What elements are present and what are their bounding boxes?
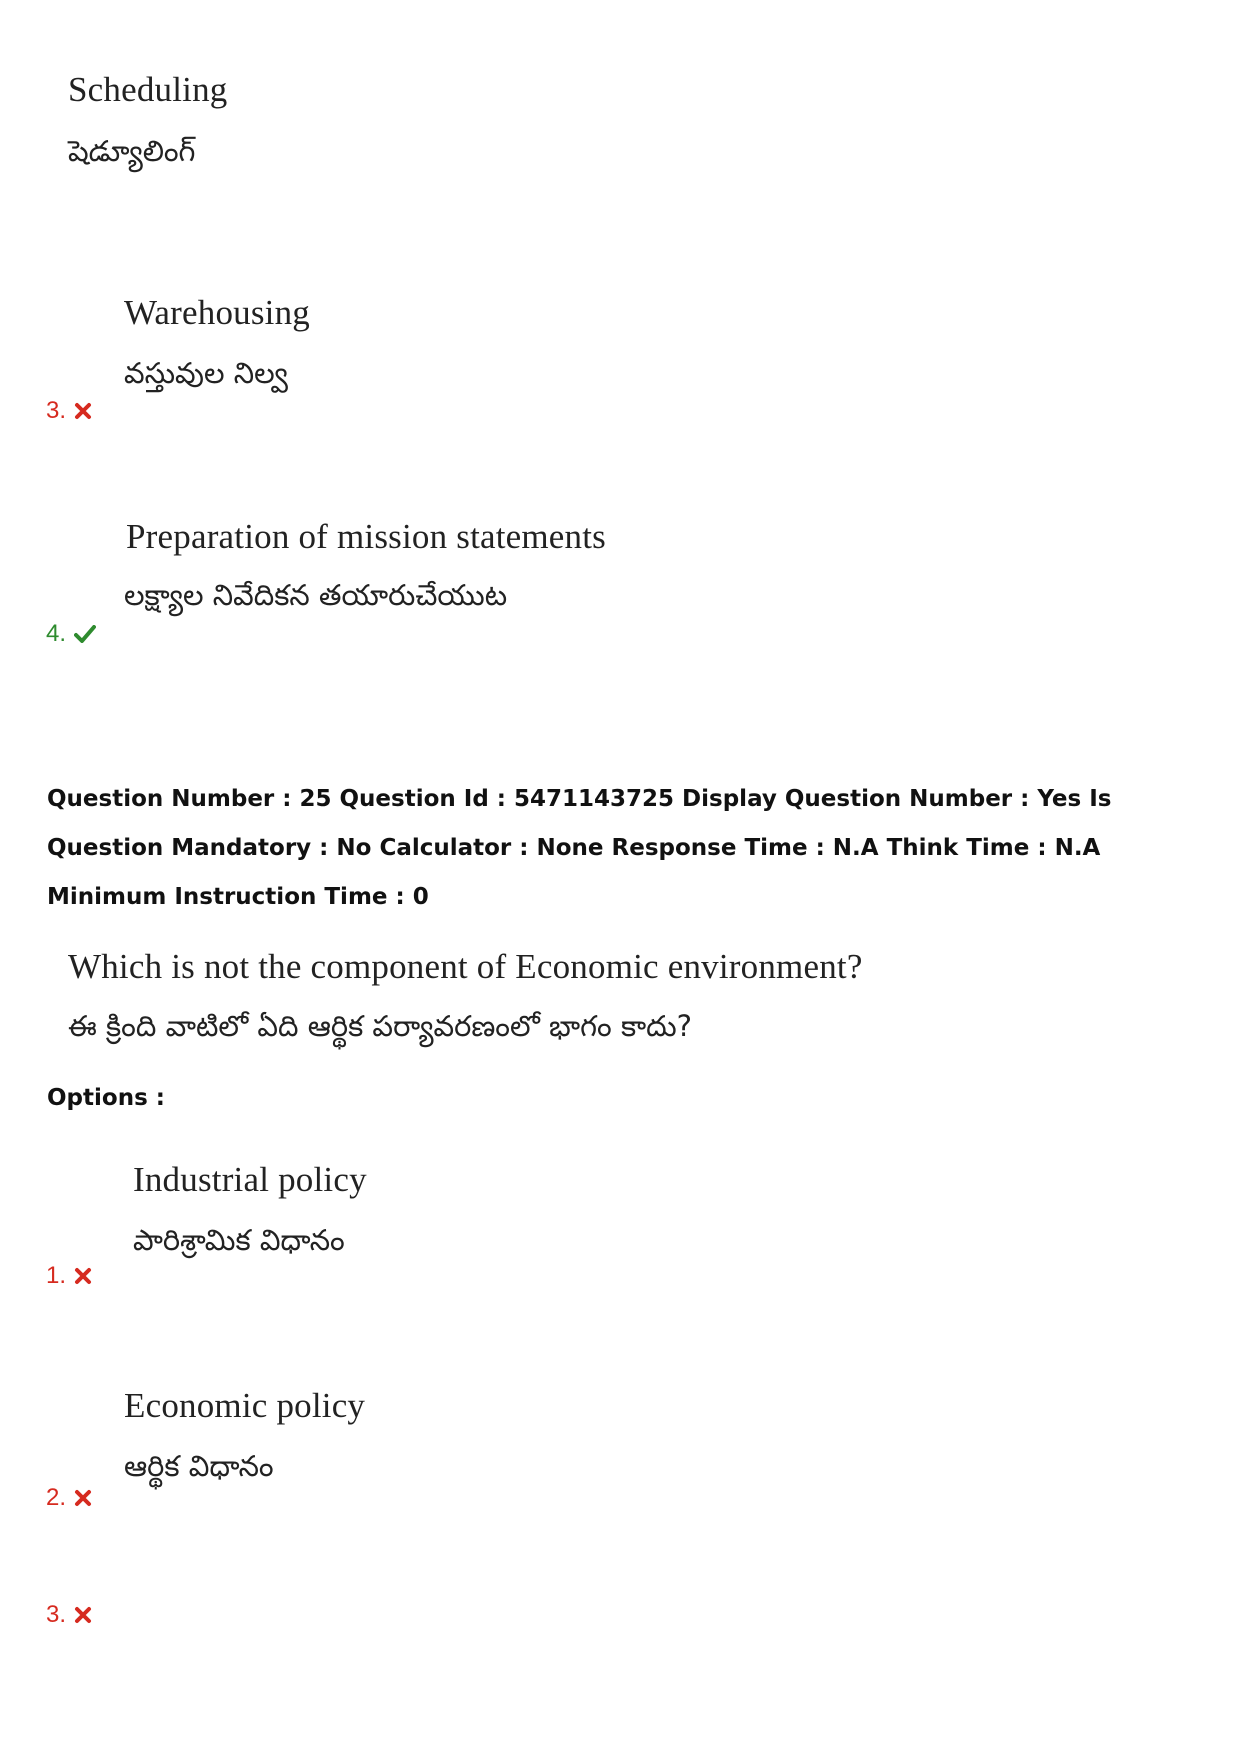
cross-icon <box>74 402 92 420</box>
prev-option-4-text-te: లక్ష్యాల నివేదికన తయారుచేయుట <box>124 578 508 612</box>
prev-option-3-text-te: వస్తువుల నిల్వ <box>124 356 288 390</box>
option-1-text-en: Industrial policy <box>133 1160 367 1199</box>
prev-option-4-marker <box>46 620 96 648</box>
option-1-number: 1. <box>46 1262 67 1289</box>
option-2-number: 2. <box>46 1484 67 1511</box>
prev-option-3-number: 3. <box>46 397 67 424</box>
question-meta: Question Number : 25 Question Id : 5471143725 Display Question Number : Yes Is Question Mandatory : No Calculator : None Response Time : N.A Think Time : N.A Minimum Instruction Time : 0 <box>47 786 1112 910</box>
prev-option-4-number: 4. <box>46 620 67 647</box>
cross-icon <box>74 1606 92 1624</box>
option-1-text-te: పారిశ్రామిక విధానం <box>133 1223 345 1257</box>
question-text-te: ఈ క్రింది వాటిలో ఏది ఆర్థిక పర్యావరణంలో భాగం కాదు? <box>68 1009 692 1043</box>
prev-option-2-text-en: Scheduling <box>68 70 228 109</box>
prev-option-4-text-en: Preparation of mission statements <box>126 517 606 556</box>
options-label: Options : <box>47 1085 165 1111</box>
question-text-en: Which is not the component of Economic environment? <box>68 947 863 986</box>
prev-option-3-marker <box>46 397 92 425</box>
check-icon <box>74 625 96 643</box>
option-2-text-en: Economic policy <box>124 1386 366 1425</box>
option-1-marker <box>46 1262 92 1290</box>
cross-icon <box>74 1267 92 1285</box>
option-2-text-te: ఆర్థిక విధానం <box>124 1449 274 1483</box>
option-2-marker <box>46 1484 92 1512</box>
prev-option-3-text-en: Warehousing <box>124 293 311 332</box>
option-3-marker <box>46 1601 92 1629</box>
option-3-number: 3. <box>46 1601 67 1628</box>
prev-option-2-text-te: షెడ్యూలింగ్ <box>68 134 196 168</box>
cross-icon <box>74 1489 92 1507</box>
